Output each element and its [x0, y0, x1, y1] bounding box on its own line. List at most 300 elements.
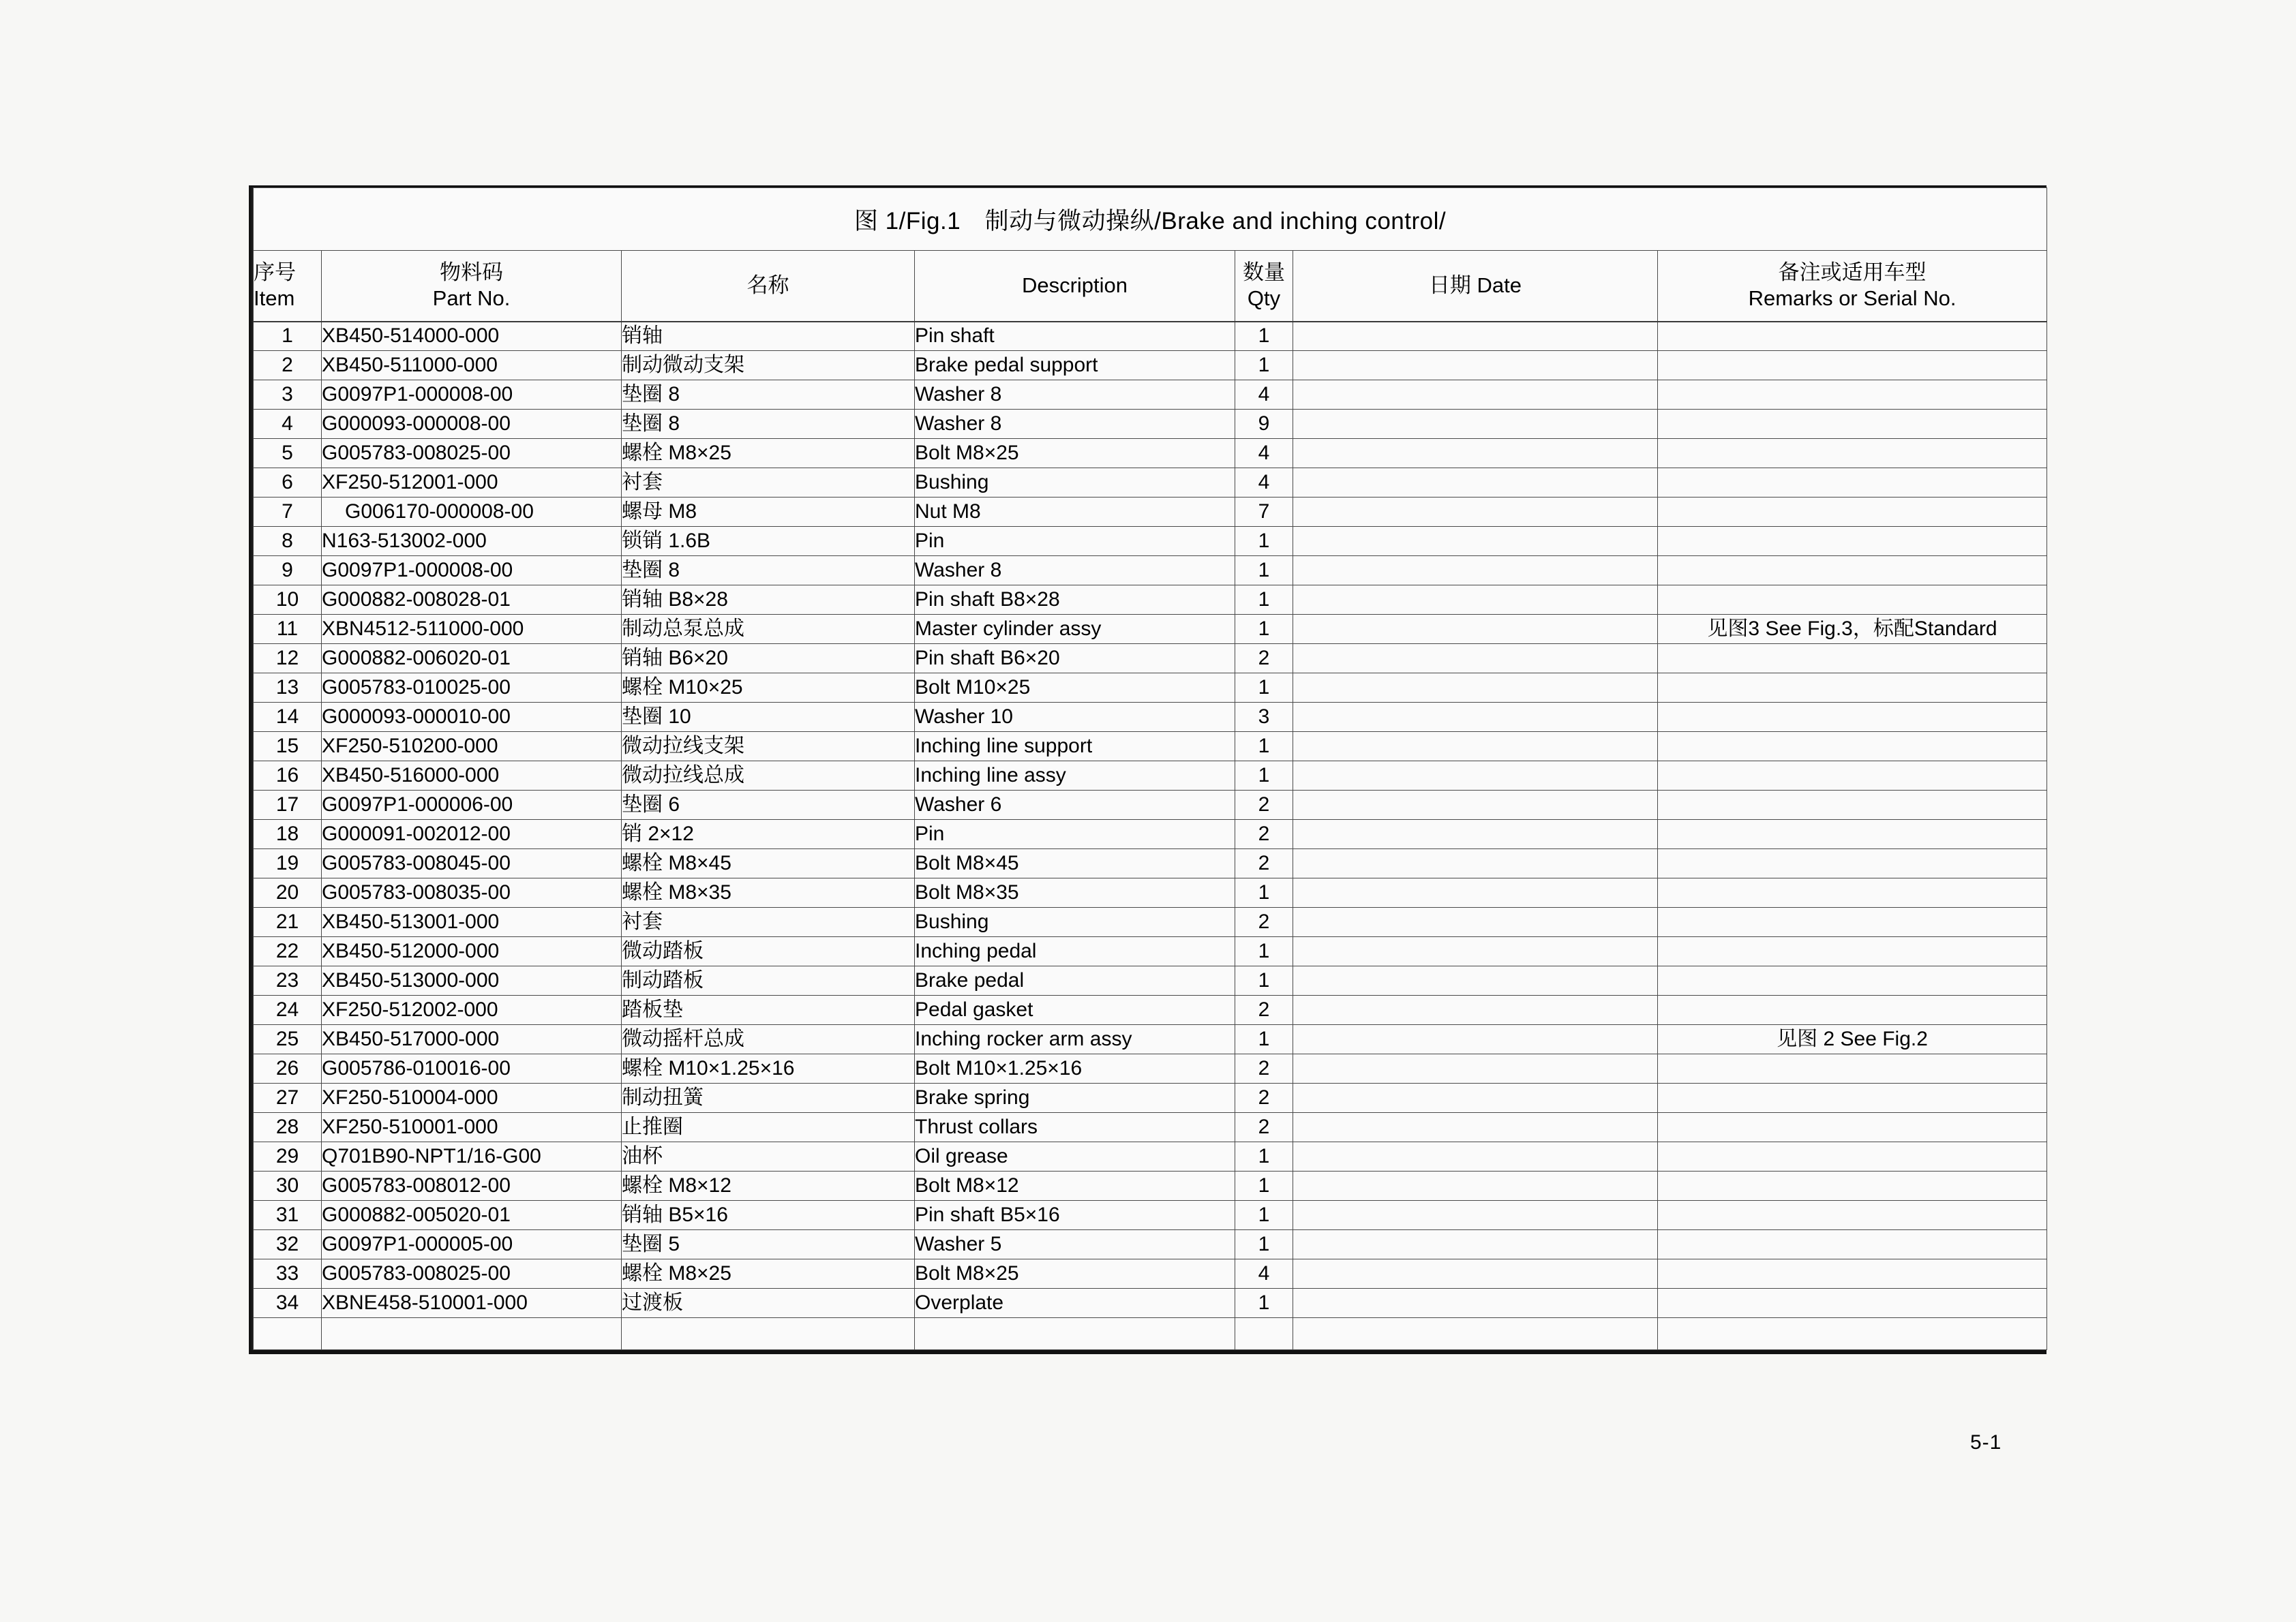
- cell-part-no: XB450-516000-000: [322, 761, 622, 791]
- cell-item: 19: [254, 849, 322, 878]
- cell-item: 22: [254, 937, 322, 966]
- cell-date: [1293, 556, 1658, 585]
- cell-qty: 2: [1235, 1054, 1293, 1084]
- cell-date: [1293, 966, 1658, 996]
- table-row: [254, 644, 2047, 673]
- table-row: [254, 791, 2047, 820]
- cell-description: [915, 1318, 1235, 1350]
- cell-part-no: XB450-513000-000: [322, 966, 622, 996]
- cell-item: 25: [254, 1025, 322, 1054]
- cell-item: 12: [254, 644, 322, 673]
- cell-date: [1293, 1113, 1658, 1142]
- table-row: [254, 1142, 2047, 1172]
- cell-name: 过渡板: [622, 1289, 915, 1318]
- cell-item: 29: [254, 1142, 322, 1172]
- cell-remarks: [1658, 527, 2047, 556]
- cell-remarks: [1658, 673, 2047, 703]
- cell-name: 螺栓 M8×35: [622, 878, 915, 908]
- cell-qty: 1: [1235, 1289, 1293, 1318]
- cell-item: 24: [254, 996, 322, 1025]
- table-row: [254, 439, 2047, 468]
- cell-date: [1293, 1318, 1658, 1350]
- cell-remarks: [1658, 1054, 2047, 1084]
- cell-remarks: [1658, 908, 2047, 937]
- cell-item: 10: [254, 585, 322, 615]
- cell-item: 11: [254, 615, 322, 644]
- cell-name: 垫圈 6: [622, 791, 915, 820]
- cell-item: 13: [254, 673, 322, 703]
- cell-qty: 1: [1235, 1172, 1293, 1201]
- cell-description: Washer 8: [915, 556, 1235, 585]
- cell-name: 垫圈 5: [622, 1230, 915, 1259]
- cell-qty: 2: [1235, 820, 1293, 849]
- table-row: [254, 322, 2047, 351]
- table-row: [254, 527, 2047, 556]
- cell-item: 5: [254, 439, 322, 468]
- cell-description: Washer 10: [915, 703, 1235, 732]
- cell-date: [1293, 644, 1658, 673]
- cell-description: Bolt M8×25: [915, 439, 1235, 468]
- cell-date: [1293, 791, 1658, 820]
- column-header-name: [622, 251, 915, 322]
- parts-table-inner-border: [251, 187, 2044, 1350]
- cell-item: 30: [254, 1172, 322, 1201]
- cell-date: [1293, 585, 1658, 615]
- cell-part-no: G0097P1-000008-00: [322, 380, 622, 410]
- figure-title: 图 1/Fig.1 制动与微动操纵/Brake and inching control/: [254, 188, 2047, 251]
- cell-date: [1293, 1201, 1658, 1230]
- cell-part-no: [322, 1318, 622, 1350]
- cell-remarks: [1658, 1230, 2047, 1259]
- cell-description: Washer 6: [915, 791, 1235, 820]
- cell-name: 垫圈 8: [622, 410, 915, 439]
- column-header-item-zh: 序号: [254, 260, 296, 284]
- table-row: [254, 615, 2047, 644]
- cell-name: [622, 1318, 915, 1350]
- cell-remarks: [1658, 351, 2047, 380]
- cell-qty: 4: [1235, 380, 1293, 410]
- cell-qty: 1: [1235, 1142, 1293, 1172]
- cell-date: [1293, 322, 1658, 351]
- cell-description: Inching line assy: [915, 761, 1235, 791]
- cell-part-no: G000882-008028-01: [322, 585, 622, 615]
- cell-description: Pin shaft B6×20: [915, 644, 1235, 673]
- cell-name: 制动踏板: [622, 966, 915, 996]
- cell-qty: [1235, 1318, 1293, 1350]
- column-header-description-en: Description: [1021, 273, 1128, 298]
- cell-item: 3: [254, 380, 322, 410]
- column-header-remarks: [1658, 251, 2047, 322]
- table-row: [254, 1025, 2047, 1054]
- table-row-blank: [254, 1318, 2047, 1350]
- cell-name: 衬套: [622, 908, 915, 937]
- cell-qty: 1: [1235, 556, 1293, 585]
- cell-remarks: [1658, 1318, 2047, 1350]
- cell-description: Inching pedal: [915, 937, 1235, 966]
- cell-part-no: G000882-005020-01: [322, 1201, 622, 1230]
- cell-item: 31: [254, 1201, 322, 1230]
- cell-item: 33: [254, 1259, 322, 1289]
- parts-table-frame: [249, 185, 2046, 1354]
- cell-remarks: [1658, 1259, 2047, 1289]
- cell-part-no: G005783-008045-00: [322, 849, 622, 878]
- cell-qty: 2: [1235, 1113, 1293, 1142]
- cell-name: 螺栓 M8×45: [622, 849, 915, 878]
- cell-part-no: XF250-510004-000: [322, 1084, 622, 1113]
- cell-qty: 2: [1235, 996, 1293, 1025]
- table-row: [254, 703, 2047, 732]
- table-row: [254, 1172, 2047, 1201]
- cell-remarks: [1658, 820, 2047, 849]
- cell-remarks: [1658, 1289, 2047, 1318]
- cell-description: Bolt M8×12: [915, 1172, 1235, 1201]
- cell-item: 21: [254, 908, 322, 937]
- cell-description: Bolt M8×45: [915, 849, 1235, 878]
- cell-name: 螺栓 M8×25: [622, 1259, 915, 1289]
- cell-name: 销轴 B6×20: [622, 644, 915, 673]
- cell-part-no: XF250-510200-000: [322, 732, 622, 761]
- cell-description: Overplate: [915, 1289, 1235, 1318]
- cell-remarks: [1658, 468, 2047, 498]
- cell-part-no: N163-513002-000: [322, 527, 622, 556]
- cell-qty: 2: [1235, 791, 1293, 820]
- cell-name: 销轴 B8×28: [622, 585, 915, 615]
- cell-name: 螺栓 M10×1.25×16: [622, 1054, 915, 1084]
- cell-item: [254, 1318, 322, 1350]
- cell-date: [1293, 468, 1658, 498]
- cell-part-no: XB450-511000-000: [322, 351, 622, 380]
- cell-qty: 1: [1235, 527, 1293, 556]
- cell-qty: 2: [1235, 1084, 1293, 1113]
- cell-qty: 3: [1235, 703, 1293, 732]
- cell-date: [1293, 820, 1658, 849]
- cell-qty: 1: [1235, 1025, 1293, 1054]
- table-row: [254, 908, 2047, 937]
- cell-item: 32: [254, 1230, 322, 1259]
- cell-item: 27: [254, 1084, 322, 1113]
- table-row: [254, 820, 2047, 849]
- cell-qty: 1: [1235, 966, 1293, 996]
- cell-part-no: XF250-510001-000: [322, 1113, 622, 1142]
- table-row: [254, 966, 2047, 996]
- cell-remarks: [1658, 1142, 2047, 1172]
- cell-name: 止推圈: [622, 1113, 915, 1142]
- cell-description: Bushing: [915, 468, 1235, 498]
- cell-description: Inching rocker arm assy: [915, 1025, 1235, 1054]
- cell-item: 18: [254, 820, 322, 849]
- cell-name: 衬套: [622, 468, 915, 498]
- cell-description: Oil grease: [915, 1142, 1235, 1172]
- cell-name: 微动踏板: [622, 937, 915, 966]
- cell-date: [1293, 996, 1658, 1025]
- cell-qty: 4: [1235, 468, 1293, 498]
- cell-part-no: Q701B90-NPT1/16-G00: [322, 1142, 622, 1172]
- cell-qty: 4: [1235, 439, 1293, 468]
- cell-name: 螺母 M8: [622, 498, 915, 527]
- cell-description: Bolt M10×1.25×16: [915, 1054, 1235, 1084]
- cell-date: [1293, 439, 1658, 468]
- cell-part-no: XBNE458-510001-000: [322, 1289, 622, 1318]
- table-row: [254, 673, 2047, 703]
- cell-date: [1293, 1289, 1658, 1318]
- cell-description: Bolt M10×25: [915, 673, 1235, 703]
- cell-qty: 1: [1235, 322, 1293, 351]
- cell-description: Master cylinder assy: [915, 615, 1235, 644]
- cell-name: 微动拉线支架: [622, 732, 915, 761]
- cell-date: [1293, 498, 1658, 527]
- cell-date: [1293, 1172, 1658, 1201]
- cell-name: 螺栓 M8×25: [622, 439, 915, 468]
- cell-date: [1293, 1259, 1658, 1289]
- cell-remarks: 见图3 See Fig.3，标配Standard: [1658, 615, 2047, 644]
- parts-table: [253, 187, 2047, 1350]
- cell-date: [1293, 380, 1658, 410]
- cell-description: Brake spring: [915, 1084, 1235, 1113]
- cell-qty: 1: [1235, 351, 1293, 380]
- cell-qty: 1: [1235, 615, 1293, 644]
- cell-name: 销 2×12: [622, 820, 915, 849]
- cell-name: 垫圈 8: [622, 556, 915, 585]
- cell-part-no: G000091-002012-00: [322, 820, 622, 849]
- column-header-qty-en: Qty: [1247, 286, 1281, 311]
- cell-part-no: XB450-512000-000: [322, 937, 622, 966]
- cell-qty: 1: [1235, 937, 1293, 966]
- cell-remarks: [1658, 380, 2047, 410]
- cell-date: [1293, 1142, 1658, 1172]
- column-header-date-label: 日期 Date: [1428, 273, 1522, 298]
- cell-qty: 1: [1235, 673, 1293, 703]
- cell-date: [1293, 615, 1658, 644]
- cell-item: 17: [254, 791, 322, 820]
- cell-description: Pin shaft: [915, 322, 1235, 351]
- cell-part-no: G000093-000010-00: [322, 703, 622, 732]
- table-row: [254, 996, 2047, 1025]
- cell-qty: 1: [1235, 878, 1293, 908]
- figure-title-row: [254, 188, 2047, 251]
- cell-remarks: [1658, 498, 2047, 527]
- cell-item: 15: [254, 732, 322, 761]
- cell-name: 制动扭簧: [622, 1084, 915, 1113]
- cell-name: 微动摇杆总成: [622, 1025, 915, 1054]
- cell-date: [1293, 1084, 1658, 1113]
- column-header-part-no-en: Part No.: [432, 286, 511, 311]
- cell-qty: 1: [1235, 761, 1293, 791]
- table-row: [254, 380, 2047, 410]
- cell-description: Bolt M8×35: [915, 878, 1235, 908]
- cell-description: Bolt M8×25: [915, 1259, 1235, 1289]
- cell-name: 垫圈 10: [622, 703, 915, 732]
- table-row: [254, 1289, 2047, 1318]
- column-header-name-zh: 名称: [746, 273, 789, 298]
- table-row: [254, 498, 2047, 527]
- cell-date: [1293, 732, 1658, 761]
- cell-remarks: [1658, 1084, 2047, 1113]
- cell-date: [1293, 1230, 1658, 1259]
- table-row: [254, 1201, 2047, 1230]
- cell-description: Pin: [915, 820, 1235, 849]
- cell-remarks: [1658, 585, 2047, 615]
- cell-description: Nut M8: [915, 498, 1235, 527]
- cell-part-no: XBN4512-511000-000: [322, 615, 622, 644]
- cell-qty: 2: [1235, 644, 1293, 673]
- column-header-qty: [1235, 251, 1293, 322]
- cell-date: [1293, 878, 1658, 908]
- cell-part-no: XB450-513001-000: [322, 908, 622, 937]
- cell-part-no: G005783-008025-00: [322, 439, 622, 468]
- cell-remarks: [1658, 556, 2047, 585]
- cell-item: 6: [254, 468, 322, 498]
- cell-name: 螺栓 M10×25: [622, 673, 915, 703]
- cell-name: 制动总泵总成: [622, 615, 915, 644]
- cell-part-no: G005783-008035-00: [322, 878, 622, 908]
- cell-description: Pin shaft B5×16: [915, 1201, 1235, 1230]
- cell-part-no: G006170-000008-00: [322, 498, 622, 527]
- cell-qty: 1: [1235, 1230, 1293, 1259]
- column-header-item: [254, 251, 322, 322]
- cell-part-no: XB450-517000-000: [322, 1025, 622, 1054]
- cell-remarks: [1658, 1172, 2047, 1201]
- cell-remarks: [1658, 439, 2047, 468]
- cell-date: [1293, 410, 1658, 439]
- cell-item: 9: [254, 556, 322, 585]
- cell-item: 14: [254, 703, 322, 732]
- cell-item: 20: [254, 878, 322, 908]
- cell-item: 7: [254, 498, 322, 527]
- cell-name: 锁销 1.6B: [622, 527, 915, 556]
- cell-qty: 4: [1235, 1259, 1293, 1289]
- cell-item: 28: [254, 1113, 322, 1142]
- cell-description: Bushing: [915, 908, 1235, 937]
- cell-remarks: [1658, 1201, 2047, 1230]
- cell-remarks: [1658, 732, 2047, 761]
- column-header-remarks-zh: 备注或适用车型: [1778, 260, 1927, 284]
- table-row: [254, 468, 2047, 498]
- cell-description: Thrust collars: [915, 1113, 1235, 1142]
- cell-item: 2: [254, 351, 322, 380]
- cell-qty: 1: [1235, 585, 1293, 615]
- cell-date: [1293, 527, 1658, 556]
- table-row: [254, 410, 2047, 439]
- cell-date: [1293, 703, 1658, 732]
- cell-remarks: [1658, 878, 2047, 908]
- cell-date: [1293, 1025, 1658, 1054]
- table-row: [254, 937, 2047, 966]
- cell-part-no: G0097P1-000006-00: [322, 791, 622, 820]
- table-header-row: [254, 251, 2047, 322]
- cell-remarks: [1658, 996, 2047, 1025]
- cell-remarks: [1658, 644, 2047, 673]
- cell-part-no: G0097P1-000008-00: [322, 556, 622, 585]
- cell-name: 油杯: [622, 1142, 915, 1172]
- column-header-qty-zh: 数量: [1243, 260, 1285, 284]
- cell-remarks: [1658, 849, 2047, 878]
- cell-name: 垫圈 8: [622, 380, 915, 410]
- cell-date: [1293, 908, 1658, 937]
- cell-qty: 1: [1235, 732, 1293, 761]
- cell-name: 微动拉线总成: [622, 761, 915, 791]
- cell-remarks: [1658, 761, 2047, 791]
- cell-date: [1293, 673, 1658, 703]
- cell-remarks: [1658, 966, 2047, 996]
- cell-description: Washer 8: [915, 380, 1235, 410]
- cell-date: [1293, 351, 1658, 380]
- table-row: [254, 351, 2047, 380]
- cell-name: 销轴 B5×16: [622, 1201, 915, 1230]
- cell-remarks: [1658, 410, 2047, 439]
- cell-item: 4: [254, 410, 322, 439]
- table-row: [254, 878, 2047, 908]
- cell-description: Pedal gasket: [915, 996, 1235, 1025]
- cell-part-no: XB450-514000-000: [322, 322, 622, 351]
- table-row: [254, 556, 2047, 585]
- cell-part-no: G005783-010025-00: [322, 673, 622, 703]
- cell-part-no: G005783-008025-00: [322, 1259, 622, 1289]
- cell-remarks: [1658, 322, 2047, 351]
- cell-part-no: G000093-000008-00: [322, 410, 622, 439]
- cell-description: Inching line support: [915, 732, 1235, 761]
- cell-part-no: XF250-512001-000: [322, 468, 622, 498]
- column-header-item-en: Item: [254, 286, 295, 311]
- column-header-description: [915, 251, 1235, 322]
- cell-name: 销轴: [622, 322, 915, 351]
- table-row: [254, 1054, 2047, 1084]
- cell-part-no: G005786-010016-00: [322, 1054, 622, 1084]
- cell-remarks: [1658, 703, 2047, 732]
- page-number: 5-1: [1970, 1431, 2002, 1454]
- table-row: [254, 761, 2047, 791]
- cell-date: [1293, 937, 1658, 966]
- column-header-date: [1293, 251, 1658, 322]
- cell-qty: 1: [1235, 1201, 1293, 1230]
- table-row: [254, 1259, 2047, 1289]
- cell-item: 23: [254, 966, 322, 996]
- cell-item: 34: [254, 1289, 322, 1318]
- cell-qty: 7: [1235, 498, 1293, 527]
- cell-description: Washer 8: [915, 410, 1235, 439]
- cell-item: 8: [254, 527, 322, 556]
- column-header-part-no: [322, 251, 622, 322]
- cell-item: 16: [254, 761, 322, 791]
- cell-qty: 2: [1235, 908, 1293, 937]
- cell-name: 制动微动支架: [622, 351, 915, 380]
- cell-description: Brake pedal support: [915, 351, 1235, 380]
- cell-description: Brake pedal: [915, 966, 1235, 996]
- cell-name: 螺栓 M8×12: [622, 1172, 915, 1201]
- column-header-remarks-en: Remarks or Serial No.: [1748, 286, 1957, 311]
- cell-qty: 2: [1235, 849, 1293, 878]
- cell-item: 26: [254, 1054, 322, 1084]
- cell-part-no: G005783-008012-00: [322, 1172, 622, 1201]
- cell-name: 踏板垫: [622, 996, 915, 1025]
- cell-description: Pin shaft B8×28: [915, 585, 1235, 615]
- cell-part-no: G0097P1-000005-00: [322, 1230, 622, 1259]
- table-row: [254, 1230, 2047, 1259]
- cell-remarks: [1658, 791, 2047, 820]
- cell-item: 1: [254, 322, 322, 351]
- table-row: [254, 849, 2047, 878]
- table-row: [254, 1113, 2047, 1142]
- cell-date: [1293, 849, 1658, 878]
- table-row: [254, 732, 2047, 761]
- column-header-part-no-zh: 物料码: [440, 260, 503, 284]
- cell-date: [1293, 761, 1658, 791]
- cell-remarks: [1658, 1113, 2047, 1142]
- table-row: [254, 1084, 2047, 1113]
- cell-part-no: G000882-006020-01: [322, 644, 622, 673]
- cell-remarks: 见图 2 See Fig.2: [1658, 1025, 2047, 1054]
- cell-date: [1293, 1054, 1658, 1084]
- table-row: [254, 585, 2047, 615]
